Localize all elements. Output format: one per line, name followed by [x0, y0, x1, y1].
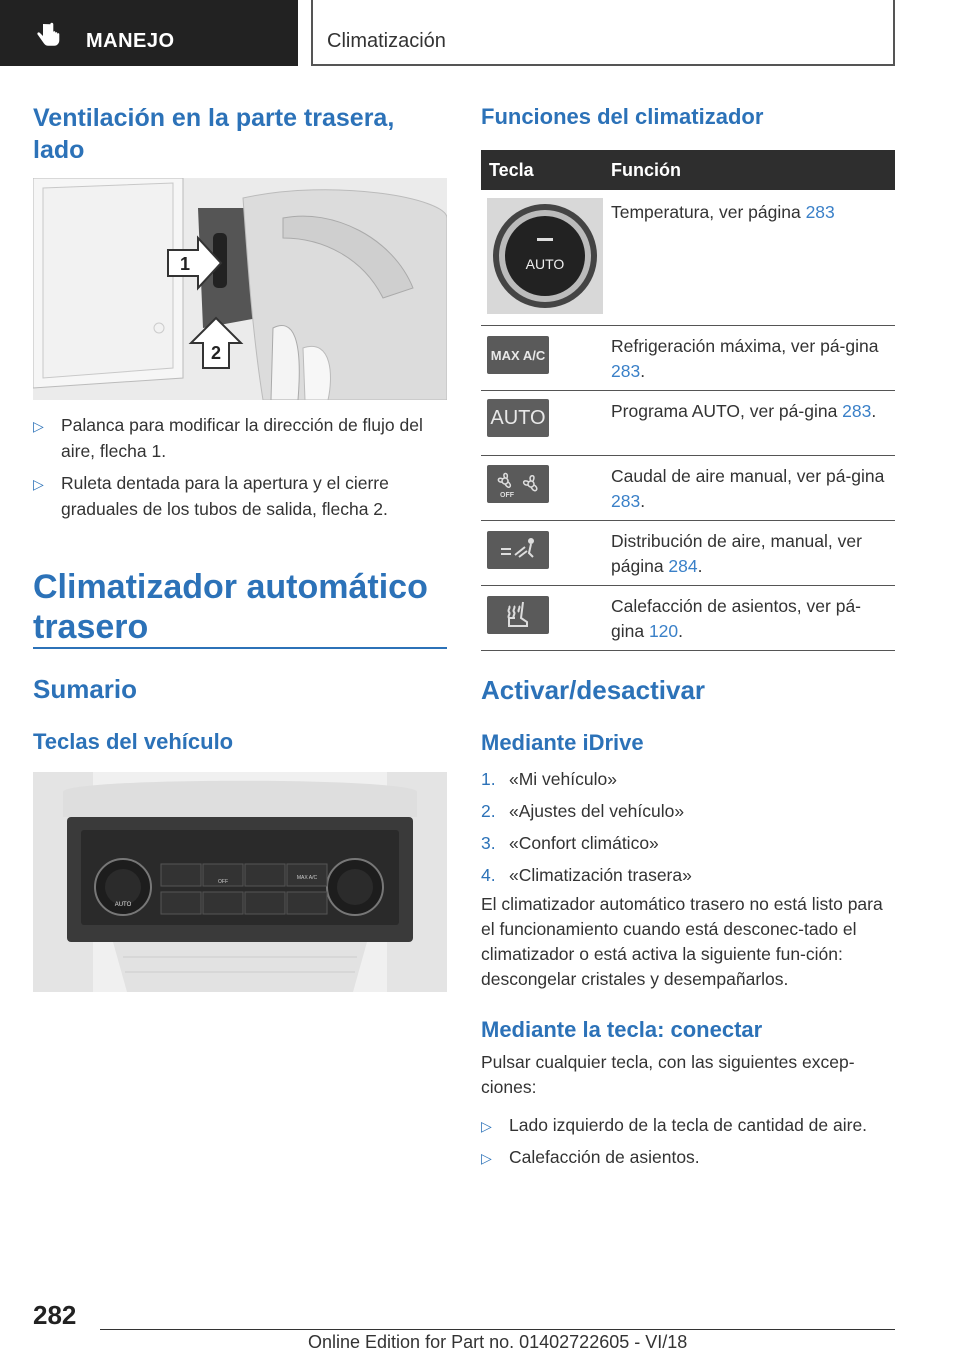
idrive-paragraph: El climatizador automático trasero no está listo para el funcionamiento cuando está desconec-tado el climatizador o está activa la siguiente fun-ción: descongelar cristales y desempañarlos.: [481, 894, 883, 989]
chapter-tab[interactable]: [0, 0, 298, 66]
console-maxac-label: MAX A/C: [296, 875, 318, 881]
page-link[interactable]: 120: [648, 621, 679, 641]
table-row: OFF Caudal de aire manual, ver pá-gina 283.: [481, 456, 895, 521]
fan-icon: [487, 465, 549, 503]
rear-console-image: [33, 772, 447, 992]
triangle-bullet-icon: ▷: [33, 418, 44, 434]
sumario-heading: Sumario: [33, 674, 138, 704]
list-item: ▷ Calefacción de asientos.: [481, 1144, 895, 1170]
list-item: ▷ Palanca para modificar la dirección de flujo del aire, flecha 1.: [33, 415, 423, 461]
console-auto-label: AUTO: [114, 902, 132, 908]
console-off-label: OFF: [218, 879, 228, 885]
triangle-bullet-icon: ▷: [481, 1150, 492, 1166]
list-item: 2. «Ajustes del vehículo»: [481, 801, 685, 821]
list-item: 1. «Mi vehículo»: [481, 769, 617, 789]
key-paragraph: Pulsar cualquier tecla, con las siguientes excep-ciones:: [481, 1052, 855, 1097]
list-item: 4. «Climatización trasera»: [481, 865, 692, 885]
triangle-bullet-icon: ▷: [33, 476, 44, 492]
svg-text:OFF: OFF: [500, 492, 514, 499]
page-link[interactable]: 284: [668, 556, 698, 576]
air-distribution-icon: [487, 531, 549, 569]
idrive-heading: Mediante iDrive: [481, 730, 644, 755]
idrive-steps: [481, 763, 895, 891]
vent-title: Ventilación en la parte trasera, lado: [33, 104, 395, 164]
main-section-title: Climatizador automático trasero: [33, 568, 428, 646]
title-divider: [33, 647, 447, 649]
list-item: 3. «Confort climático»: [481, 833, 659, 853]
page-link[interactable]: 283: [611, 491, 641, 511]
hand-pointer-icon: [36, 22, 62, 50]
arrow-label-2: 2: [210, 343, 222, 363]
header-tecla: Tecla: [489, 160, 534, 180]
activar-heading: Activar/desactivar: [481, 675, 706, 705]
arrow-label-1: 1: [179, 254, 191, 274]
table-row: AUTO Temperatura, ver página 283: [481, 190, 895, 326]
chapter-label: MANEJO: [86, 30, 175, 52]
section-tab[interactable]: [311, 0, 895, 66]
list-item: ▷ Lado izquierdo de la tecla de cantidad de aire.: [481, 1112, 895, 1138]
vent-bullet-list: [33, 412, 447, 528]
section-label: Climatización: [327, 30, 446, 52]
header-funcion: Función: [611, 160, 681, 180]
max-ac-icon: MAX A/C: [487, 336, 549, 374]
functions-title: Funciones del climatizador: [481, 104, 764, 129]
auto-key-icon: AUTO: [487, 399, 549, 437]
teclas-heading: Teclas del vehículo: [33, 729, 234, 754]
rear-door-vent-image: [33, 178, 447, 400]
key-heading: Mediante la tecla: conectar: [481, 1017, 763, 1042]
footer-divider: [100, 1329, 895, 1330]
table-row: Distribución de aire, manual, ver página 284.: [481, 521, 895, 586]
list-item: ▷ Ruleta dentada para la apertura y el cierre graduales de los tubos de salida, flecha 2.: [33, 473, 389, 519]
key-bullet-list: [481, 1112, 895, 1176]
seat-heating-icon: [487, 596, 549, 634]
page-link[interactable]: 283: [805, 202, 835, 222]
page-link[interactable]: 283: [842, 401, 872, 421]
table-row: Calefacción de asientos, ver pá-gina 120.: [481, 586, 895, 651]
page-link[interactable]: 283: [611, 361, 641, 381]
table-row: MAX A/C Refrigeración máxima, ver pá-gina 283.: [481, 326, 895, 391]
footer-edition: Online Edition for Part no. 01402722605 - VI/18: [308, 1332, 688, 1352]
functions-table: [481, 150, 895, 651]
svg-text:AUTO: AUTO: [525, 256, 565, 272]
page-header: [0, 0, 960, 66]
table-row: AUTO Programa AUTO, ver pá-gina 283.: [481, 391, 895, 456]
triangle-bullet-icon: ▷: [481, 1118, 492, 1134]
table-header: [481, 150, 895, 190]
page-number: 282: [33, 1300, 77, 1330]
auto-knob-icon: [487, 198, 603, 319]
